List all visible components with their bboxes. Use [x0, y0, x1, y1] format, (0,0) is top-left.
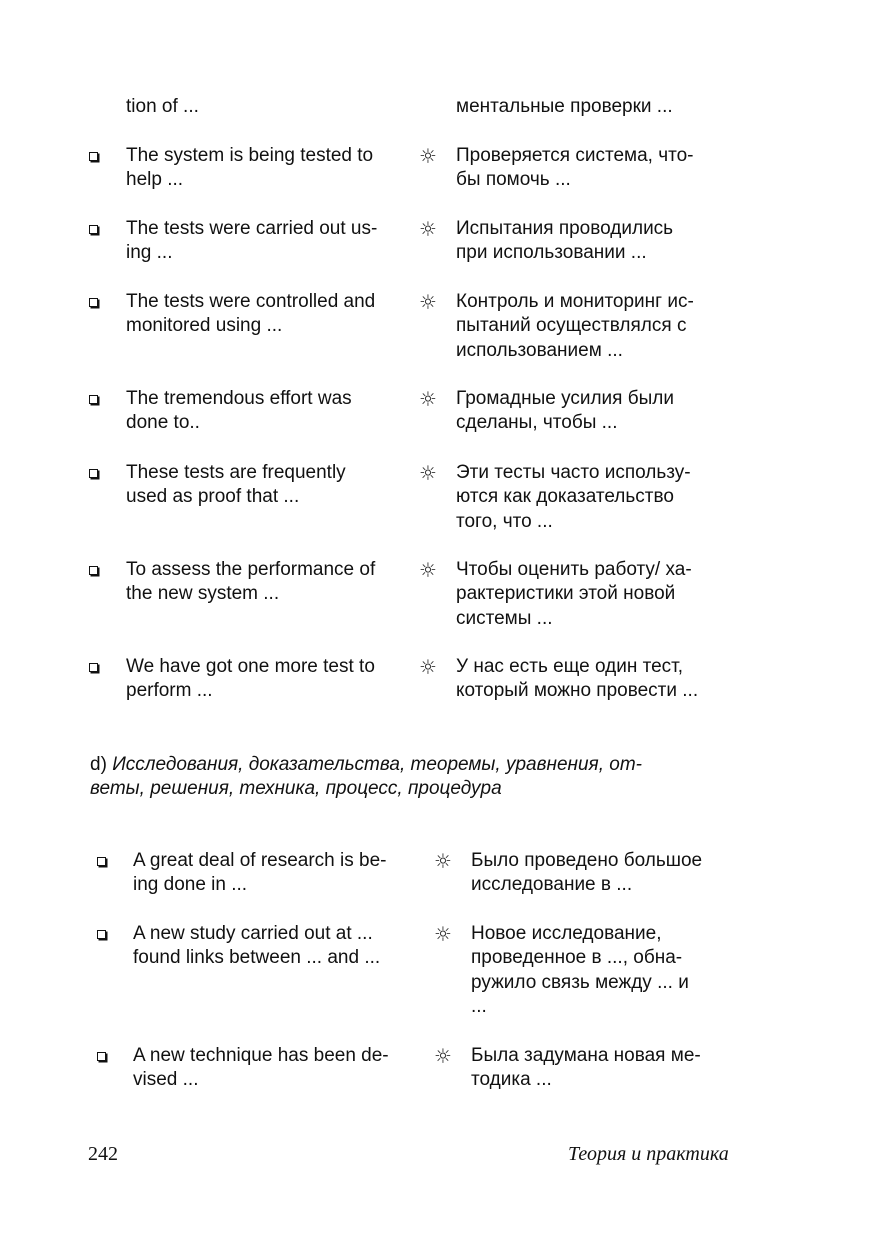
page-number: 242	[88, 1143, 118, 1165]
sun-icon: ☼	[434, 849, 452, 873]
checkbox-bullet-icon	[89, 469, 98, 478]
phrase-en: We have got one more test to perform ...	[126, 656, 375, 702]
book-title: Теория и практика	[568, 1143, 729, 1165]
sun-icon: ☼	[434, 922, 452, 946]
phrase-en: A great deal of research is be- ing done in ...	[133, 850, 387, 896]
phrase-ru: Была задумана новая ме- тодика ...	[471, 1045, 701, 1091]
continuation-ru: ментальные проверки ...	[456, 96, 673, 117]
checkbox-bullet-icon	[89, 566, 98, 575]
phrase-en: The system is being tested to help ...	[126, 145, 374, 191]
checkbox-bullet-icon	[89, 152, 98, 161]
checkbox-bullet-icon	[89, 298, 98, 307]
section-d-letter: d)	[90, 754, 113, 775]
checkbox-bullet-icon	[89, 395, 98, 404]
phrase-ru: Эти тесты часто использу- ются как доказательство того, что ...	[456, 462, 691, 532]
sun-icon: ☼	[419, 144, 437, 168]
phrase-ru: Контроль и мониторинг ис- пытаний осуществлялся с использованием ...	[456, 291, 694, 361]
checkbox-bullet-icon	[97, 857, 106, 866]
phrase-ru: Было проведено большое исследование в ...	[471, 850, 703, 896]
phrase-en: A new technique has been de- vised ...	[133, 1045, 389, 1091]
sun-icon: ☼	[419, 290, 437, 314]
phrase-ru: Проверяется система, что- бы помочь ...	[456, 145, 694, 191]
phrase-ru: Новое исследование, проведенное в ..., обна- ружило связь между ... и ...	[471, 923, 689, 1017]
checkbox-bullet-icon	[97, 930, 106, 939]
phrase-en: To assess the performance of the new system ...	[126, 559, 376, 605]
phrase-ru: Чтобы оценить работу/ ха- рактеристики этой новой системы ...	[456, 559, 692, 629]
phrase-en: These tests are frequently used as proof that ...	[126, 462, 346, 508]
checkbox-bullet-icon	[89, 225, 98, 234]
section-d-heading	[90, 753, 730, 802]
checkbox-bullet-icon	[89, 663, 98, 672]
phrase-ru: У нас есть еще один тест, который можно провести ...	[456, 656, 699, 702]
phrase-en: The tests were carried out us- ing ...	[126, 218, 378, 264]
sun-icon: ☼	[419, 558, 437, 582]
phrase-en: A new study carried out at ... found links between ... and ...	[133, 923, 381, 969]
checkbox-bullet-icon	[97, 1052, 106, 1061]
continuation-en: tion of ...	[126, 96, 199, 117]
sun-icon: ☼	[419, 387, 437, 411]
phrase-ru: Громадные усилия были сделаны, чтобы ...	[456, 388, 674, 434]
phrase-ru: Испытания проводились при использовании ...	[456, 218, 674, 264]
phrase-en: The tremendous effort was done to..	[126, 388, 352, 434]
sun-icon: ☼	[434, 1044, 452, 1068]
phrase-en: The tests were controlled and monitored using ...	[126, 291, 376, 337]
sun-icon: ☼	[419, 461, 437, 485]
sun-icon: ☼	[419, 655, 437, 679]
sun-icon: ☼	[419, 217, 437, 241]
section-d-title: Исследования, доказательства, теоремы, уравнения, от- веты, решения, техника, процесс, процедура	[90, 754, 642, 800]
